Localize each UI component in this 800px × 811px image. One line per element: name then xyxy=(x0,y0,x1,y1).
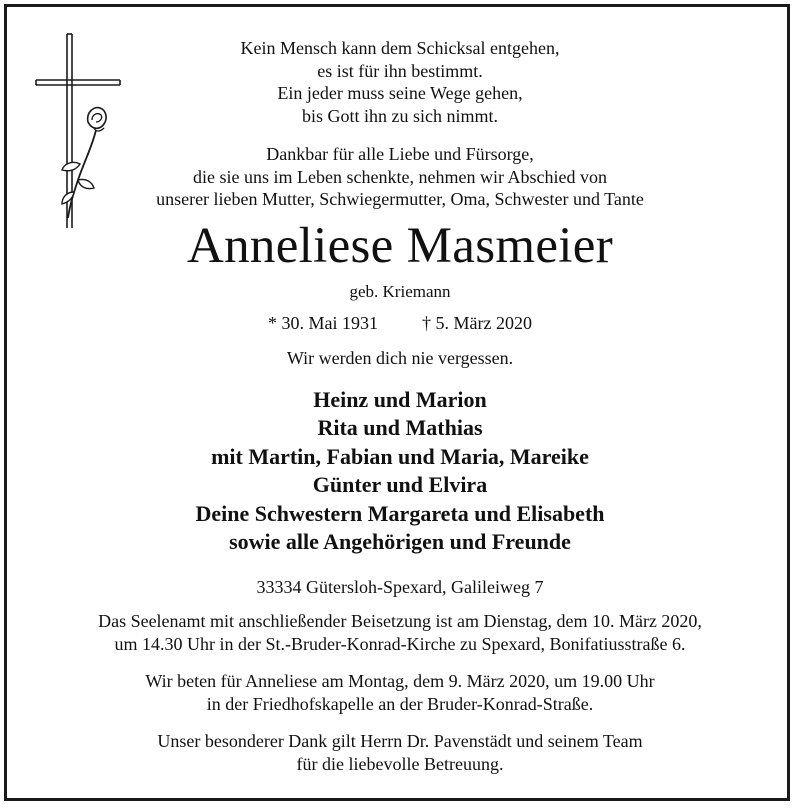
poem xyxy=(0,37,800,127)
poem-line: Ein jeder muss seine Wege gehen, xyxy=(277,83,523,103)
death-date: † 5. März 2020 xyxy=(422,313,532,333)
intro-line: unserer lieben Mutter, Schwiegermutter, Oma, Schwester und Tante xyxy=(156,189,644,209)
mourner-line: Rita und Mathias xyxy=(317,415,483,441)
poem-line: Kein Mensch kann dem Schicksal entgehen, xyxy=(240,38,560,58)
mourner-line: Heinz und Marion xyxy=(313,387,487,412)
poem-line: bis Gott ihn zu sich nimmt. xyxy=(302,105,498,126)
mourners-list xyxy=(0,386,800,556)
prayer-line: in der Friedhofskapelle an der Bruder-Konrad-Straße. xyxy=(206,693,594,714)
funeral-service-info xyxy=(0,610,800,655)
mourner-line: Günter und Elvira xyxy=(312,472,488,498)
service-line: um 14.30 Uhr in der St.-Bruder-Konrad-Kirche zu Spexard, Bonifatiusstraße 6. xyxy=(114,633,686,654)
birth-date: * 30. Mai 1931 xyxy=(268,313,378,333)
mourner-line: mit Martin, Fabian und Maria, Mareike xyxy=(211,443,589,469)
mourner-line: Deine Schwestern Margareta und Elisabeth xyxy=(195,500,605,526)
prayer-line: Wir beten für Anneliese am Montag, dem 9. März 2020, um 19.00 Uhr xyxy=(145,671,655,691)
motto: Wir werden dich nie vergessen. xyxy=(286,348,514,368)
mourner-line: sowie alle Angehörigen und Freunde xyxy=(229,529,571,555)
intro-line: Dankbar für alle Liebe und Fürsorge, xyxy=(266,144,534,164)
life-dates xyxy=(0,311,800,335)
thanks-note xyxy=(0,730,800,775)
deceased-name: Anneliese Masmeier xyxy=(186,218,613,274)
maiden-name: geb. Kriemann xyxy=(349,282,451,301)
family-address: 33334 Gütersloh-Spexard, Galileiweg 7 xyxy=(256,577,544,597)
intro-text xyxy=(0,143,800,211)
poem-line: es ist für ihn bestimmt. xyxy=(317,60,483,81)
thanks-line: Unser besonderer Dank gilt Herrn Dr. Pavenstädt und seinem Team xyxy=(157,731,643,751)
prayer-info xyxy=(0,670,800,715)
thanks-line: für die liebevolle Betreuung. xyxy=(296,753,504,774)
intro-line: die sie uns im Leben schenkte, nehmen wir Abschied von xyxy=(193,166,607,187)
service-line: Das Seelenamt mit anschließender Beisetzung ist am Dienstag, dem 10. März 2020, xyxy=(98,611,702,631)
